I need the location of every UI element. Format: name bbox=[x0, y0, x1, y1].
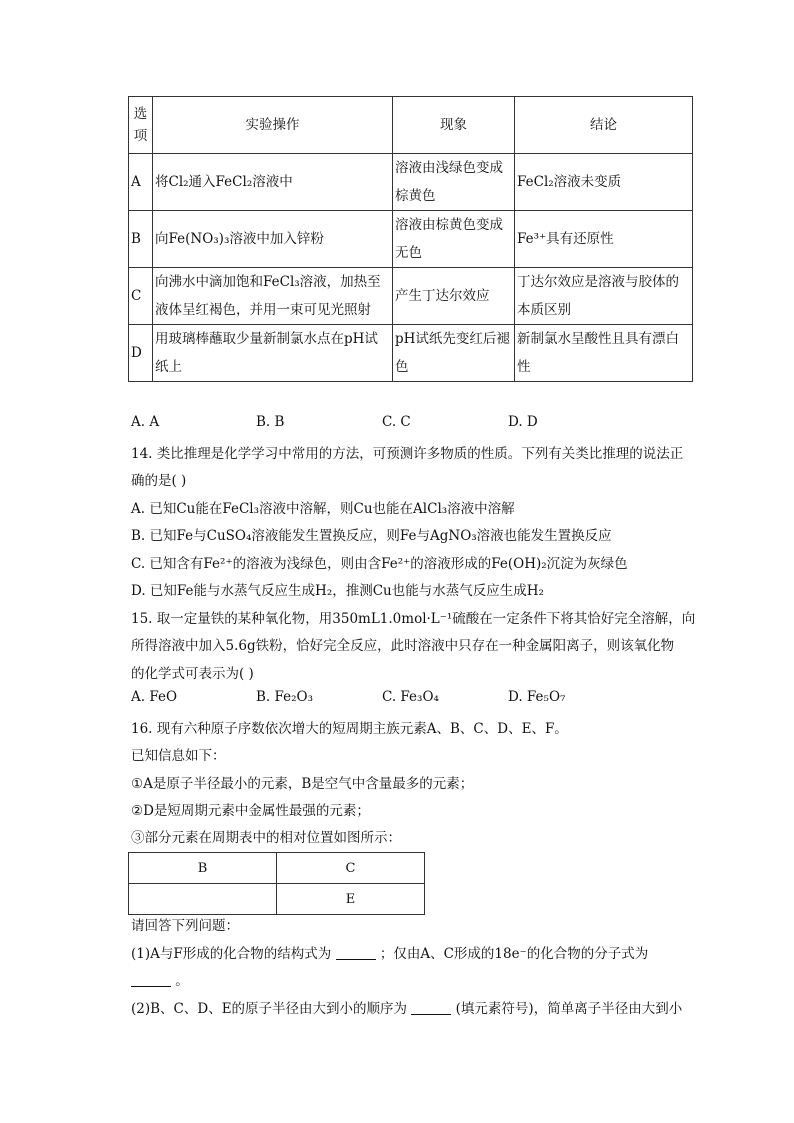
table-row bbox=[129, 268, 693, 325]
grid-cell-b: B bbox=[129, 853, 277, 884]
row-operation: 用玻璃棒蘸取少量新制氯水点在pH试纸上 bbox=[153, 325, 393, 382]
experiment-table bbox=[128, 96, 693, 382]
q16-part2-text-a: (2)B、C、D、E的原子半径由大到小的顺序为 bbox=[131, 1001, 408, 1017]
row-option: B bbox=[129, 211, 153, 268]
grid-cell-e: E bbox=[277, 884, 425, 915]
header-option: 选项 bbox=[129, 97, 153, 154]
q15-stem-line2: 所得溶液中加入5.6g铁粉，恰好完全反应，此时溶液中只存在一种金属阳离子，则该氧化物 bbox=[131, 638, 675, 654]
q15-option-d: D. Fe₅O₇ bbox=[508, 689, 566, 705]
q14-stem-line1: 14. 类比推理是化学学习中常用的方法，可预测许多物质的性质。下列有关类比推理的说法正 bbox=[131, 446, 684, 462]
row-option: D bbox=[129, 325, 153, 382]
q16-part1-line2 bbox=[131, 969, 189, 989]
header-conclusion: 结论 bbox=[515, 97, 693, 154]
q16-info-1: ①A是原子半径最小的元素，B是空气中含量最多的元素； bbox=[131, 776, 474, 792]
row-conclusion: 丁达尔效应是溶液与胶体的本质区别 bbox=[515, 268, 693, 325]
q16-part2-line bbox=[131, 997, 682, 1017]
q16-part2-text-b: (填元素符号)，简单离子半径由大到小 bbox=[455, 1001, 683, 1017]
row-phenomenon: 溶液由棕黄色变成无色 bbox=[393, 211, 515, 268]
table-row bbox=[129, 884, 425, 915]
q16-answer-label: 请回答下列问题： bbox=[131, 918, 239, 934]
q14-option-d: D. 已知Fe能与水蒸气反应生成H₂，推测Cu也能与水蒸气反应生成H₂ bbox=[131, 583, 544, 599]
q16-info-3: ③部分元素在周期表中的相对位置如图所示： bbox=[131, 830, 401, 846]
header-phenomenon: 现象 bbox=[393, 97, 515, 154]
q16-part1-text-a: (1)A与F形成的化合物的结构式为 bbox=[131, 946, 332, 962]
row-phenomenon: 溶液由浅绿色变成棕黄色 bbox=[393, 154, 515, 211]
table-row bbox=[129, 853, 425, 884]
q15-stem-line3: 的化学式可表示为( ) bbox=[131, 666, 254, 682]
q16-part1-line bbox=[131, 942, 648, 962]
grid-cell-empty bbox=[129, 884, 277, 915]
table-row bbox=[129, 154, 693, 211]
row-option: C bbox=[129, 268, 153, 325]
answer-blank-2[interactable] bbox=[131, 972, 171, 987]
header-operation: 实验操作 bbox=[153, 97, 393, 154]
q14-option-b: B. 已知Fe与CuSO₄溶液能发生置换反应，则Fe与AgNO₃溶液也能发生置换反应 bbox=[131, 528, 612, 544]
q14-stem-line2: 确的是( ) bbox=[131, 473, 187, 489]
q14-option-a: A. 已知Cu能在FeCl₃溶液中溶解，则Cu也能在AlCl₃溶液中溶解 bbox=[131, 501, 515, 517]
q13-option-a: A. A bbox=[131, 414, 160, 430]
answer-blank-1[interactable] bbox=[336, 945, 376, 960]
q13-option-d: D. D bbox=[508, 414, 538, 430]
row-conclusion: FeCl₂溶液未变质 bbox=[515, 154, 693, 211]
q14-option-c: C. 已知含有Fe²⁺的溶液为浅绿色，则由含Fe²⁺的溶液形成的Fe(OH)₂沉淀为灰绿色 bbox=[131, 556, 628, 572]
q15-option-c: C. Fe₃O₄ bbox=[382, 689, 439, 705]
table-header-row bbox=[129, 97, 693, 154]
q15-option-a: A. FeO bbox=[131, 689, 178, 705]
table-row bbox=[129, 211, 693, 268]
q16-part1-text-b: ；仅由A、C形成的18e⁻的化合物的分子式为 bbox=[379, 946, 649, 962]
grid-cell-c: C bbox=[277, 853, 425, 884]
row-phenomenon: pH试纸先变红后褪色 bbox=[393, 325, 515, 382]
answer-blank-3[interactable] bbox=[411, 1000, 451, 1015]
q13-option-c: C. C bbox=[382, 414, 411, 430]
q15-stem-line1: 15. 取一定量铁的某种氧化物，用350mL1.0mol·L⁻¹硫酸在一定条件下将其恰好完全溶解，向 bbox=[131, 611, 696, 627]
row-conclusion: Fe³⁺具有还原性 bbox=[515, 211, 693, 268]
table-row bbox=[129, 325, 693, 382]
q15-option-b: B. Fe₂O₃ bbox=[256, 689, 314, 705]
row-phenomenon: 产生丁达尔效应 bbox=[393, 268, 515, 325]
row-operation: 向Fe(NO₃)₃溶液中加入锌粉 bbox=[153, 211, 393, 268]
q13-option-b: B. B bbox=[256, 414, 285, 430]
periodic-position-table bbox=[128, 852, 425, 915]
q16-stem: 16. 现有六种原子序数依次增大的短周期主族元素A、B、C、D、E、F。 bbox=[131, 721, 568, 737]
q16-info-2: ②D是短周期元素中金属性最强的元素； bbox=[131, 803, 370, 819]
row-operation: 将Cl₂通入FeCl₂溶液中 bbox=[153, 154, 393, 211]
q16-part1-text-c: 。 bbox=[175, 973, 189, 989]
q16-known-label: 已知信息如下： bbox=[131, 748, 226, 764]
row-operation: 向沸水中滴加饱和FeCl₃溶液，加热至液体呈红褐色，并用一束可见光照射 bbox=[153, 268, 393, 325]
row-conclusion: 新制氯水呈酸性且具有漂白性 bbox=[515, 325, 693, 382]
row-option: A bbox=[129, 154, 153, 211]
